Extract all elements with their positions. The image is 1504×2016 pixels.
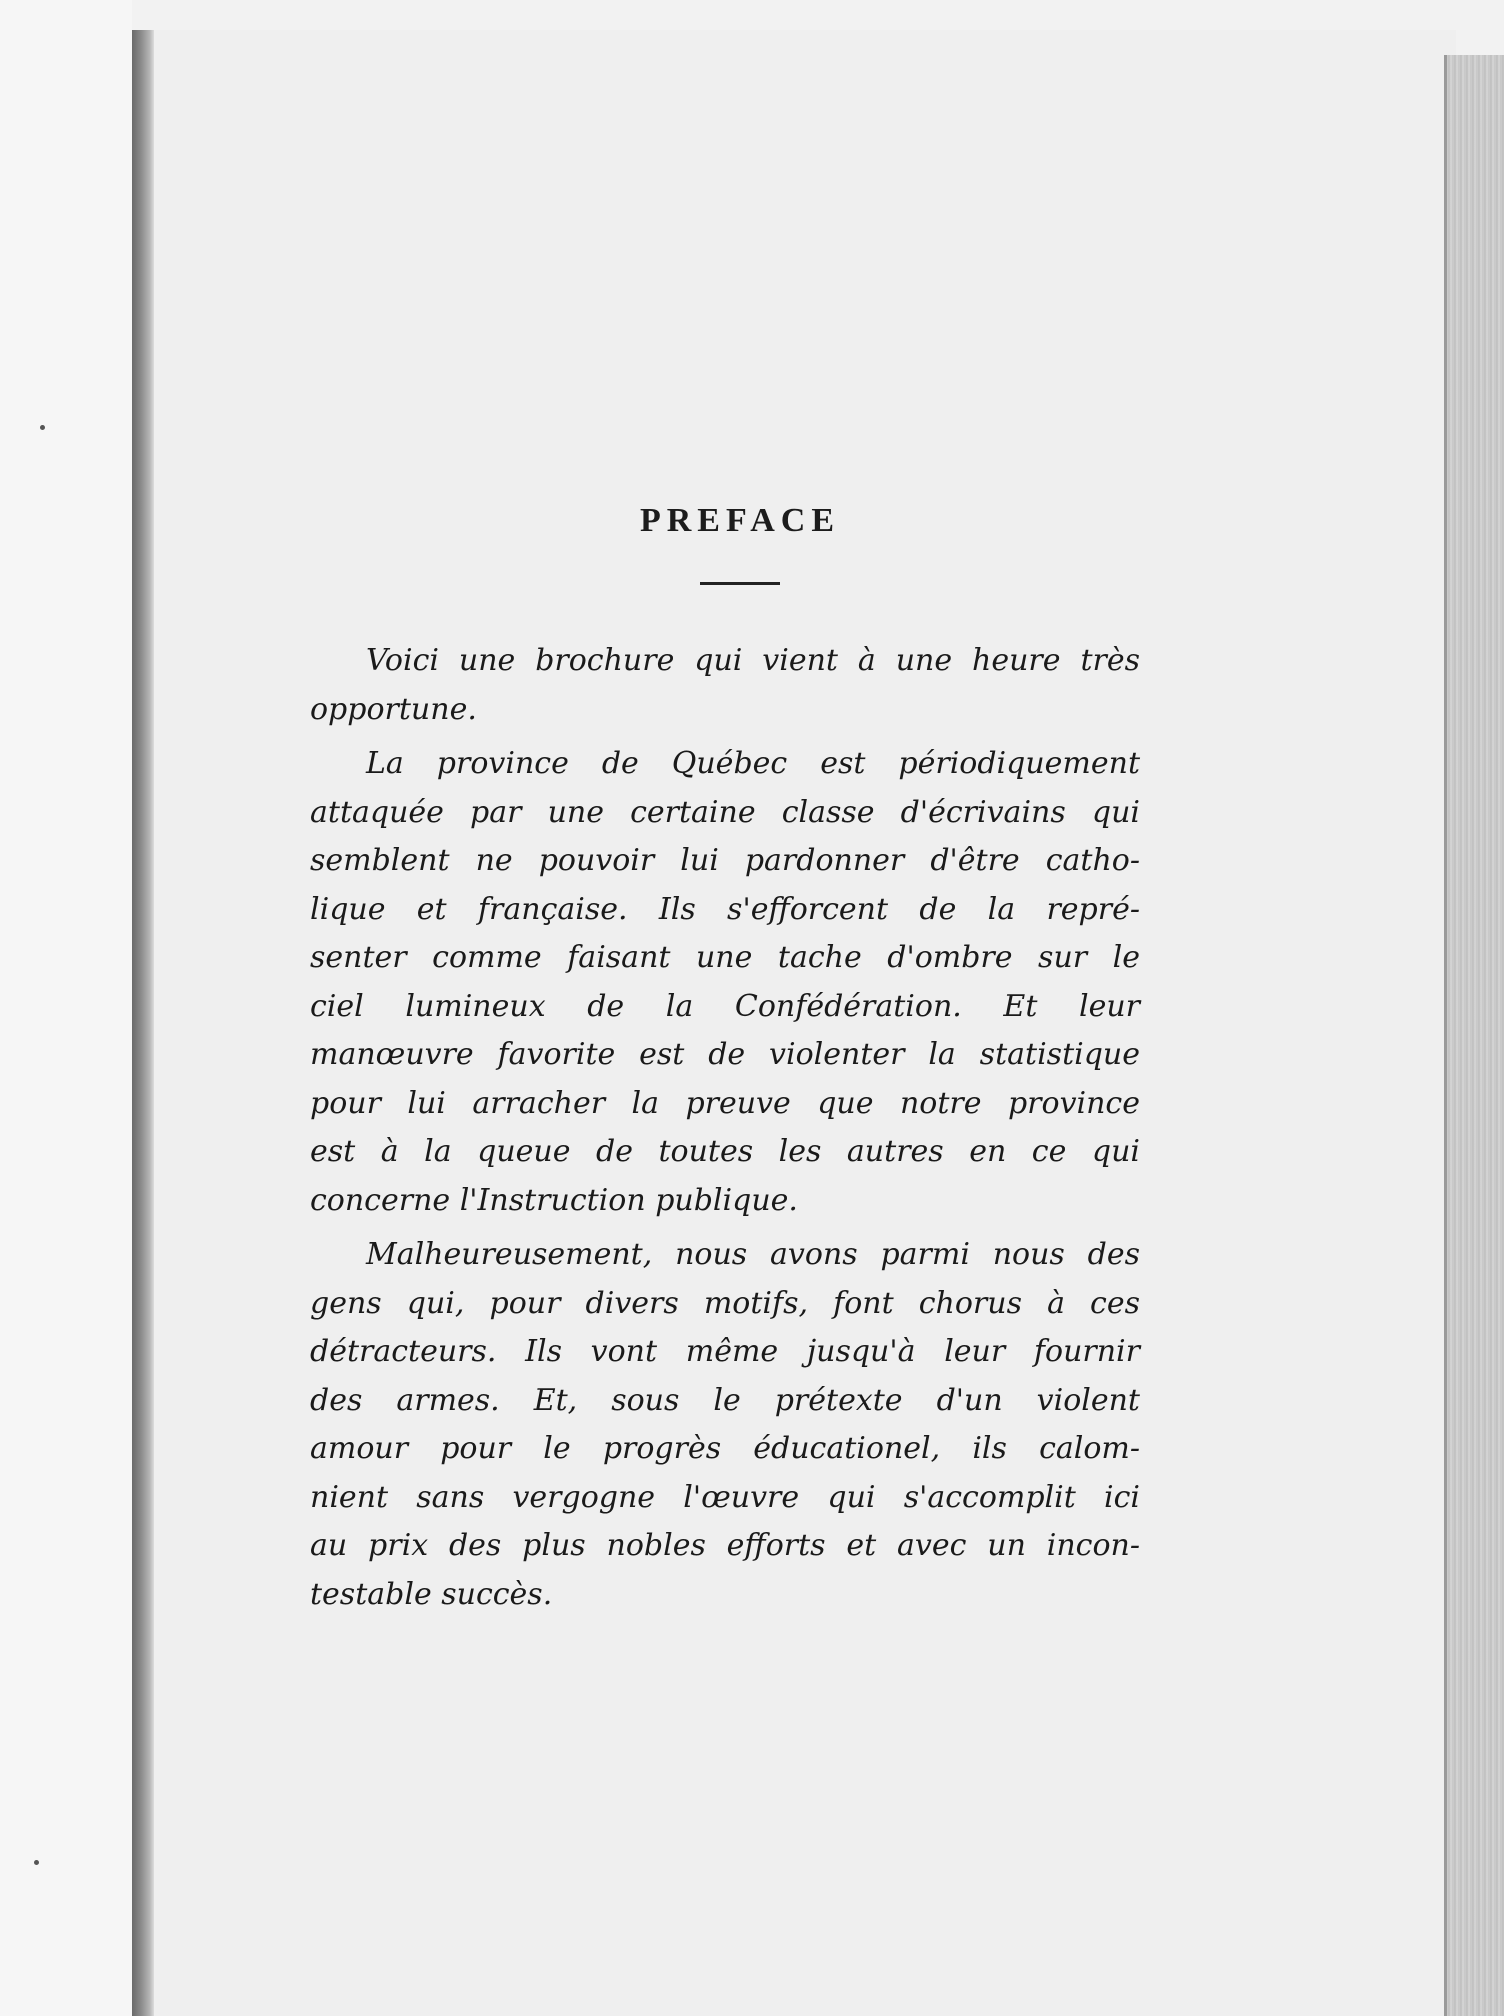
page-stack-edge [1444, 55, 1504, 2016]
title-rule [700, 582, 780, 585]
text-line: Voici une brochure qui vient à une heure très [366, 643, 1140, 678]
text-line: gens qui, pour divers motifs, font chorus à ces [310, 1285, 1140, 1321]
text-line: senter comme faisant une tache d'ombre sur le [310, 940, 1140, 975]
paragraph [310, 740, 1140, 1225]
text-line: semblent ne pouvoir lui pardonner d'être catho- [310, 843, 1140, 878]
text-line: concerne l'Instruction publique. [310, 1182, 798, 1218]
text-line: des armes. Et, sous le prétexte d'un violent [310, 1382, 1140, 1418]
text-line: au prix des plus nobles efforts et avec un incon- [310, 1528, 1140, 1563]
page-speck [34, 1860, 39, 1865]
text-line: manœuvre favorite est de violenter la statistique [310, 1037, 1140, 1072]
text-line: attaquée par une certaine classe d'écrivains qui [310, 794, 1140, 830]
facing-page [0, 0, 132, 2016]
paragraph [310, 1231, 1140, 1619]
text-line: pour lui arracher la preuve que notre province [310, 1085, 1140, 1121]
text-line: testable succès. [310, 1576, 553, 1612]
text-line: Malheureusement, nous avons parmi nous des [366, 1237, 1140, 1272]
page-title: PREFACE [639, 502, 841, 539]
text-line: détracteurs. Ils vont même jusqu'à leur fournir [310, 1334, 1140, 1369]
text-line: amour pour le progrès éducationel, ils calom- [310, 1431, 1140, 1466]
text-line: nient sans vergogne l'œuvre qui s'accomplit ici [310, 1479, 1140, 1515]
paragraph [310, 637, 1140, 734]
text-line: ciel lumineux de la Confédération. Et leur [310, 988, 1140, 1024]
text-line: est à la queue de toutes les autres en ce qui [310, 1134, 1140, 1169]
body-text [310, 637, 1140, 1619]
text-line: opportune. [310, 691, 477, 727]
text-line: lique et française. Ils s'efforcent de la repré- [310, 891, 1140, 927]
page-speck [40, 425, 45, 430]
text-line: La province de Québec est périodiquement [366, 746, 1140, 781]
book-gutter [132, 30, 154, 2016]
page-content [310, 496, 1140, 1625]
